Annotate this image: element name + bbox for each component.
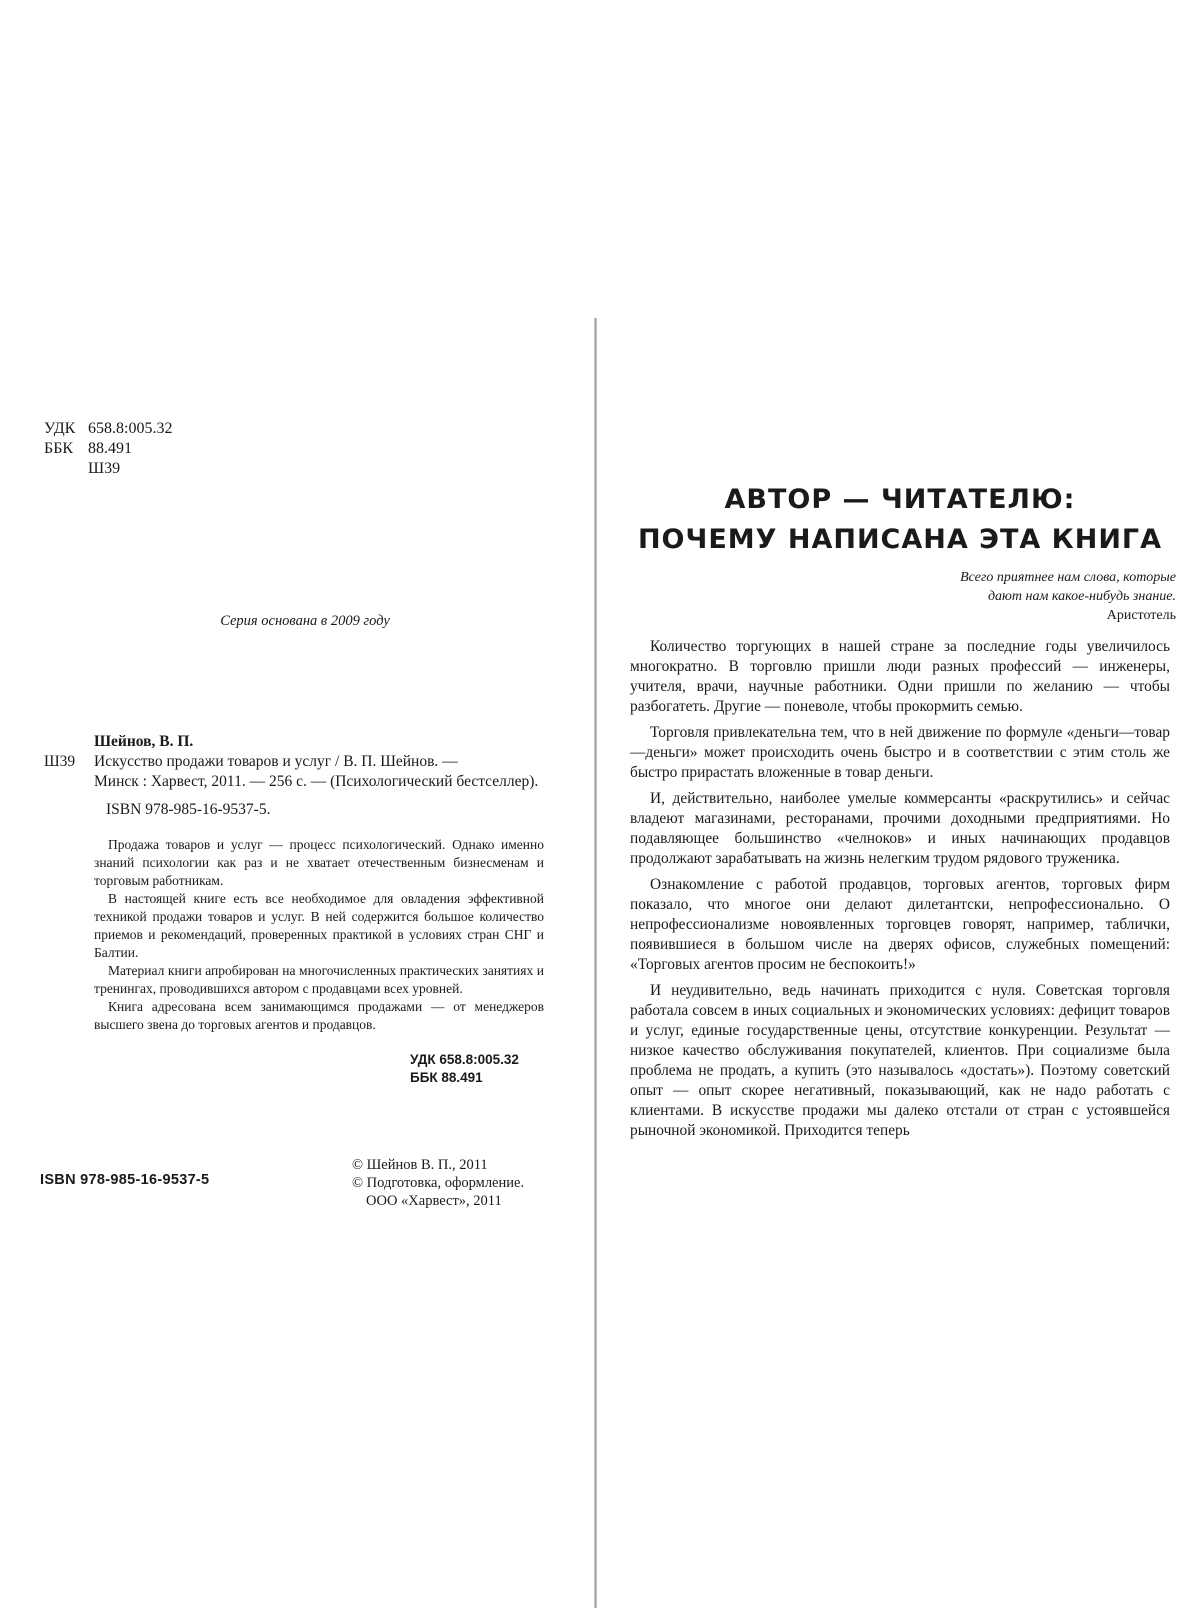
preface-body — [630, 637, 1170, 1147]
code-key — [44, 459, 88, 479]
annotation-paragraph: В настоящей книге есть все необходимое для овладения эффективной техникой продажи товаров и услуг. В ней содержится большое количество приемов и рекомендаций, проверенных практикой в условиях стран СНГ и Балтии. — [94, 891, 544, 960]
code-key: ББК — [44, 440, 74, 457]
classmark: Ш39 — [44, 753, 76, 770]
bbk-row — [44, 439, 172, 459]
epigraph — [960, 568, 1176, 625]
author-mark-row — [44, 459, 172, 479]
annotation — [94, 836, 544, 1034]
biblio-isbn: ISBN 978-985-16-9537-5. — [106, 801, 271, 818]
body-paragraph: И неудивительно, ведь начинать приходится с нуля. Советская торговля работала совсем в иных социальных и экономических условиях: дефицит товаров и услуг, единые государственные цены, отсутствие конкуренции. Результат — низкое качество обслуживания покупателей, клиентов. При социализме была проблема не продать, а купить (это называлось «достать»). Поэтому советский опыт — опыт скорее негативный, показывающий, как не надо работать с клиентами. В искусстве продажи мы далеко отстали от стран с устоявшейся рыночной экономикой. Приходится теперь — [630, 982, 1170, 1139]
epigraph-quote-line: Всего приятнее нам слова, которые — [960, 570, 1176, 585]
chapter-title-line-1: АВТОР — ЧИТАТЕЛЮ: — [724, 484, 1076, 515]
copyright-block — [352, 1156, 524, 1210]
annotation-paragraph: Продажа товаров и услуг — процесс психологический. Однако именно знаний психологии как раз и не хватает отечественным бизнесменам и торговым работникам. — [94, 837, 544, 888]
chapter-title-line-2: ПОЧЕМУ НАПИСАНА ЭТА КНИГА — [637, 524, 1163, 555]
epigraph-author: Аристотель — [1106, 608, 1176, 623]
isbn-footer: ISBN 978-985-16-9537-5 — [40, 1172, 210, 1188]
code-value: Ш39 — [88, 460, 121, 477]
bibliographic-record — [44, 732, 544, 820]
code-key: УДК — [44, 420, 76, 437]
annotation-paragraph: Книга адресована всем занимающимся продажами — от менеджеров высшего звена до торговых агентов и продавцов. — [94, 999, 544, 1032]
chapter-title — [600, 480, 1200, 560]
body-paragraph: Ознакомление с работой продавцов, торговых агентов, торговых фирм показало, что многое они делают дилетантски, непрофессионально. О непрофессионализме новоявленных торговцев говорят, например, таблички, появившиеся в большом числе на дверях офисов, служебных помещений: «Торговых агентов просим не беспокоить!» — [630, 876, 1170, 973]
left-page-imprint — [0, 0, 590, 1600]
udk-row — [44, 419, 172, 439]
biblio-line-1 — [44, 752, 544, 772]
biblio-imprint: Минск : Харвест, 2011. — 256 с. — (Психологический бестселлер). — [94, 773, 539, 790]
copyright-line: © Шейнов В. П., 2011 — [352, 1157, 488, 1173]
classification-codes — [44, 419, 172, 479]
author-heading: Шейнов, В. П. — [94, 733, 194, 750]
body-paragraph: И, действительно, наиболее умелые коммерсанты «раскрутились» и сейчас владеют магазинами, ресторанами, прочими доходными предприятиями. Но подавляющее большинство «челноков» и иных начинающих продавцов продолжают зарабатывать на жизнь нелегким трудом рядового труженика. — [630, 790, 1170, 867]
copyright-line: ООО «Харвест», 2011 — [366, 1193, 502, 1209]
body-paragraph: Количество торгующих в нашей стране за последние годы увеличилось многократно. В торговлю пришли люди разных профессий — инженеры, учителя, врачи, научные работники. Одни пришли по желанию — чтобы разбогатеть. Другие — поневоле, чтобы прокормить семью. — [630, 638, 1170, 715]
biblio-title: Искусство продажи товаров и услуг / В. П. Шейнов. — — [94, 753, 458, 770]
code-value: 658.8:005.32 — [88, 420, 173, 437]
annotation-codes — [410, 1051, 519, 1087]
copyright-line: © Подготовка, оформление. — [352, 1175, 525, 1191]
body-paragraph: Торговля привлекательна тем, что в ней движение по формуле «деньги—товар—деньги» может происходить очень быстро и в соответствии с этим столь же быстро прирастать вложенные в товар деньги. — [630, 724, 1170, 781]
annotation-paragraph: Материал книги апробирован на многочисленных практических занятиях и тренингах, проводившихся автором с продавцами всех уровней. — [94, 963, 544, 996]
code-value: 88.491 — [88, 440, 132, 457]
series-note: Серия основана в 2009 году — [220, 613, 390, 629]
annotation-udk: УДК 658.8:005.32 — [410, 1052, 519, 1067]
right-page-preface — [600, 0, 1200, 1600]
epigraph-quote-line: дают нам какое-нибудь знание. — [987, 589, 1176, 604]
annotation-bbk: ББК 88.491 — [410, 1070, 483, 1085]
book-spine-fold — [594, 318, 597, 1608]
